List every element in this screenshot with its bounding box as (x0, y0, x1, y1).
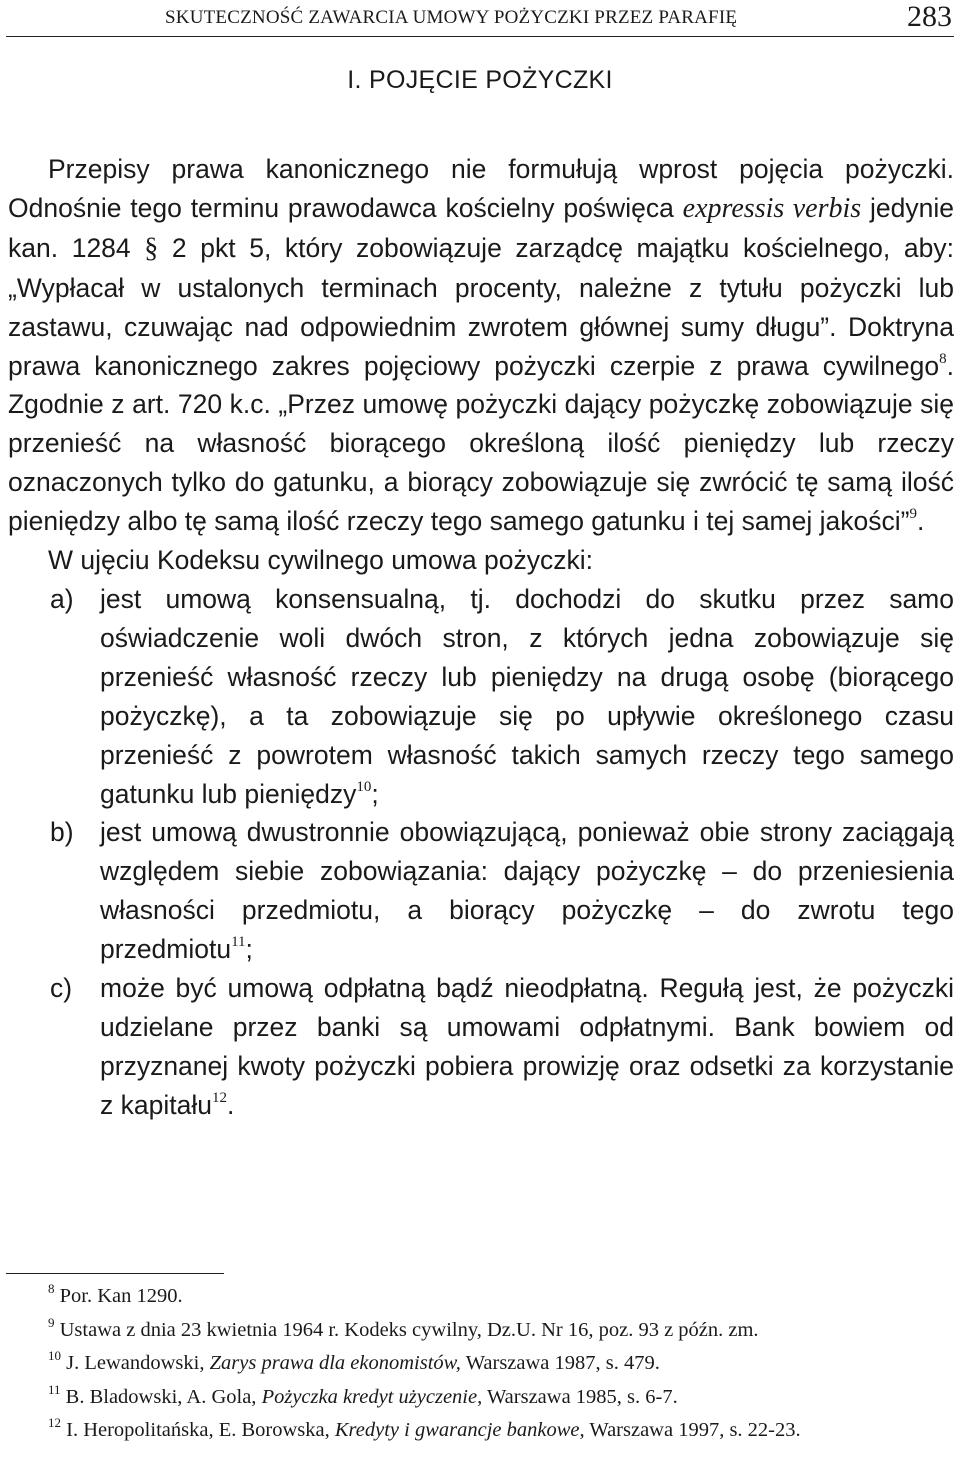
p1-text-5: . (916, 506, 925, 537)
footnote-number: 12 (48, 1415, 61, 1430)
footnote-number: 8 (48, 1281, 55, 1296)
footnote-number: 9 (48, 1314, 55, 1330)
header-rule (6, 36, 954, 37)
footnote-title: Pożyczka kredyt użyczenie, (261, 1385, 483, 1408)
footnote-ref-8: 8 (939, 350, 947, 367)
list-item-b (8, 813, 954, 969)
footnote-ref-12: 12 (211, 1089, 227, 1106)
features-list (8, 580, 954, 1125)
footnote-12 (6, 1414, 952, 1448)
section-title: I. POJĘCIE POŻYCZKI (347, 66, 613, 94)
list-marker-c: c) (50, 973, 73, 1004)
list-text-b: jest umową dwustronnie obowiązującą, ponieważ obie strony zaciągają względem siebie zobowiązania: dający pożyczkę – do przeniesienia własności przedmiotu, a biorący pożyczkę – do zwrotu tego przedmiotu (100, 817, 954, 965)
list-text-a: jest umową konsensualną, tj. dochodzi do skutku przez samo oświadczenie woli dwóch stron, z których jedna zobowiązuje się przenieść własność rzeczy lub pieniędzy na drugą osobę (biorącego pożyczkę), a ta zobowiązuje się po upływie określonego czasu przenieść z powrotem własność takich samych rzeczy tego samego gatunku lub pieniędzy (100, 583, 954, 809)
footnote-author: J. Lewandowski, (61, 1352, 210, 1374)
footnote-ref-10: 10 (356, 778, 372, 795)
list-end-b: ; (245, 934, 253, 965)
footnote-11 (6, 1381, 952, 1415)
footnote-author: I. Heropolitańska, E. Borowska, (61, 1419, 335, 1441)
footnote-8 (6, 1280, 952, 1314)
list-marker-a: a) (50, 583, 74, 614)
footnote-ref-11: 11 (231, 934, 246, 951)
page-number: 283 (907, 0, 952, 33)
body-text (8, 150, 954, 1125)
footnote-pub: Warszawa 1987, s. 479. (460, 1352, 660, 1374)
footnote-ref-9: 9 (909, 506, 917, 523)
footnotes (6, 1280, 952, 1448)
p1-italic-phrase: expressis verbis (682, 192, 862, 224)
section-sign: § (144, 232, 159, 264)
p1-text-3: 2 pkt 5, który zobowiązuje zarządcę majątku kościelnego, aby: „Wypłacał w ustalonych terminach procenty, należne z tytułu pożyczki lub zastawu, czuwając nad odpowiednim zwrotem głównej sumy długu”. Doktryna prawa kanonicznego zakres pojęciowy pożyczki czerpie z prawa cywilnego (8, 232, 954, 381)
list-marker-b: b) (50, 817, 74, 848)
list-end-c: . (226, 1089, 235, 1120)
list-item-a (8, 580, 954, 813)
list-item-c (8, 969, 954, 1125)
footnote-9 (6, 1314, 952, 1348)
paragraph-intro-list: W ujęciu Kodeksu cywilnego umowa pożyczki: (48, 545, 593, 576)
p1-text-1: Przepisy prawa kanonicznego nie formułują wprost pojęcia pożyczki. Odnośnie tego terminu prawodawca kościelny poświęca (8, 154, 954, 223)
footnote-title: Kredyty i gwarancje bankowe, (334, 1419, 585, 1441)
p1-text-2: jedynie kan. 1284 (8, 192, 954, 263)
footnote-number: 10 (48, 1348, 61, 1363)
footnote-text: Por. Kan 1290. (54, 1285, 183, 1307)
p1-text-4: . Zgodnie z art. 720 k.c. „Przez umowę pożyczki dający pożyczkę zobowiązuje się przenieść na własność biorącego określoną ilość pieniędzy lub rzeczy oznaczonych tylko do gatunku, a biorący zobowiązuje się zwrócić tę samą ilość pieniędzy albo tę samą ilość rzeczy tego samego gatunku i tej samej jakości” (8, 350, 954, 537)
footnote-10 (6, 1347, 952, 1381)
footnote-pub: Warszawa 1997, s. 22-23. (584, 1419, 801, 1441)
footnote-number: 11 (48, 1381, 61, 1397)
footnote-rule (6, 1273, 224, 1274)
footnote-author: B. Bladowski, A. Gola, (60, 1385, 262, 1408)
paragraph-definition (8, 150, 954, 541)
running-header (0, 0, 960, 36)
footnote-pub: Warszawa 1985, s. 6-7. (482, 1385, 678, 1408)
running-title: SKUTECZNOŚĆ ZAWARCIA UMOWY POŻYCZKI PRZEZ PARAFIĘ (165, 7, 738, 28)
list-end-a: ; (371, 778, 379, 809)
footnote-text: Ustawa z dnia 23 kwietnia 1964 r. Kodeks cywilny, Dz.U. Nr 16, poz. 93 z późn. zm. (54, 1318, 759, 1341)
list-text-c: może być umową odpłatną bądź nieodpłatną. Regułą jest, że pożyczki udzielane przez banki są umowami odpłatnymi. Bank bowiem od przyznanej kwoty pożyczki pobiera prowizję oraz odsetki za korzystanie z kapitału (100, 973, 954, 1120)
footnote-title: Zarys prawa dla ekonomistów, (209, 1352, 461, 1374)
